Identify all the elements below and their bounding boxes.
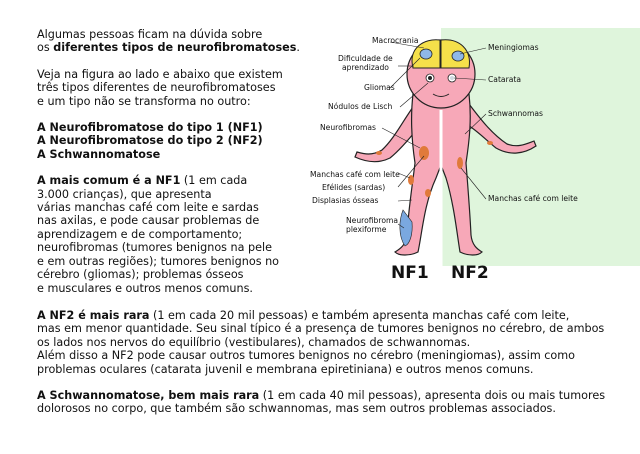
type-schwannomatosis: A Schwannomatose [37,147,161,161]
spot [419,146,429,160]
label-learning-difficulty-1: Dificuldade de [338,54,393,63]
nf1-paragraph [37,174,307,295]
label-neurofibromas: Neurofibromas [320,123,376,132]
label-schwannomas: Schwannomas [488,109,543,118]
label-cataract: Catarata [488,75,521,84]
spot [457,157,463,169]
intro-line-2-prefix: os [37,41,54,55]
meningioma-spot [452,51,464,61]
nf2-bold: A NF2 é mais rara [37,309,150,322]
nf2-line-1-rest: (1 em cada 20 mil pessoas) e também apresenta manchas café com leite, [149,309,570,322]
figure-intro-line: três tipos diferentes de neurofibromatoses [37,81,276,95]
nf2-line: os lados nos nervos do equilíbrio (vestibulares), chamados de schwannomas. [37,335,471,349]
label-lisch-nodules: Nódulos de Lisch [328,102,393,111]
label-plexiform-1: Neurofibroma [346,216,399,225]
type-nf2: A Neurofibromatose do tipo 2 (NF2) [37,134,263,148]
nf-body-figure [300,28,640,288]
nf1-line: nas axilas, e pode causar problemas de [37,214,260,228]
label-plexiform-2: plexiforme [346,225,387,234]
nf1-bold: A mais comum é a NF1 [37,174,181,188]
nf2-line-1 [37,309,637,322]
intro-line-2-bold: diferentes tipos de neurofibromatoses [53,41,297,55]
spot [425,189,431,197]
label-bone-dysplasia: Displasias ósseas [312,196,379,205]
figure-intro-line: Veja na figura ao lado e abaixo que existem [37,67,283,81]
figure-intro-paragraph [37,68,307,108]
label-cafe-au-lait-nf1: Manchas café com leite [310,170,400,179]
intro-line-2 [37,41,307,54]
glioma-spot [420,49,432,59]
intro-paragraph [37,28,307,55]
nf1-line-1-rest: (1 em cada [180,174,248,188]
nf1-line: e em outras regiões); tumores benignos no [37,254,280,268]
left-text-column [37,28,307,308]
nf1-line: neurofibromas (tumores benignos na pele [37,241,273,255]
label-learning-difficulty-2: aprendizado [342,63,389,72]
spot [487,141,493,145]
schwann-line-1-rest: (1 em cada 40 mil pessoas), apresenta dois ou mais tumores [259,389,606,403]
nf2-line: Além disso a NF2 pode causar outros tumores benignos no cérebro (meningiomas), assim como [37,349,576,363]
schwannomatosis-paragraph [37,389,637,416]
nf1-line-1 [37,174,307,187]
nf2-paragraph [37,309,637,376]
spot [376,151,382,155]
right-pupil-cataract [450,76,454,80]
nf1-line: várias manchas café com leite e sardas [37,201,259,215]
intro-line-2-suffix: . [296,41,300,55]
label-cafe-au-lait-nf2: Manchas café com leite [488,194,578,203]
left-pupil [428,76,432,80]
label-meningiomas: Meningiomas [488,43,539,52]
schwann-line-1 [37,389,637,402]
types-list [37,121,307,161]
type-nf1: A Neurofibromatose do tipo 1 (NF1) [37,121,263,135]
figure-intro-line: e um tipo não se transforma no outro: [37,94,251,108]
nf1-line: 3.000 crianças), que apresenta [37,187,212,201]
nf1-line: aprendizagem e de comportamento; [37,227,243,241]
label-gliomas: Gliomas [364,83,395,92]
schwann-bold: A Schwannomatose, bem mais rara [37,389,260,403]
intro-line-1: Algumas pessoas ficam na dúvida sobre [37,28,263,41]
bottom-text-block [37,309,637,429]
nf2-line: mas em menor quantidade. Seu sinal típico é a presença de tumores benignos no cérebro, de ambos [37,322,605,336]
nf1-line: cérebro (gliomas); problemas ósseos [37,268,244,282]
label-freckles: Efélides (sardas) [322,183,386,192]
nf1-line: e musculares e outros menos comuns. [37,281,253,295]
label-macrocrania: Macrocrania [372,36,419,45]
nf2-label: NF2 [451,263,489,283]
nf2-line: problemas oculares (catarata juvenil e membrana epiretiniana) e outros menos comuns. [37,362,534,376]
nf1-label: NF1 [391,263,429,283]
spot [408,175,414,185]
schwann-line: dolorosos no corpo, que também são schwannomas, mas sem outros problemas associados. [37,402,556,416]
